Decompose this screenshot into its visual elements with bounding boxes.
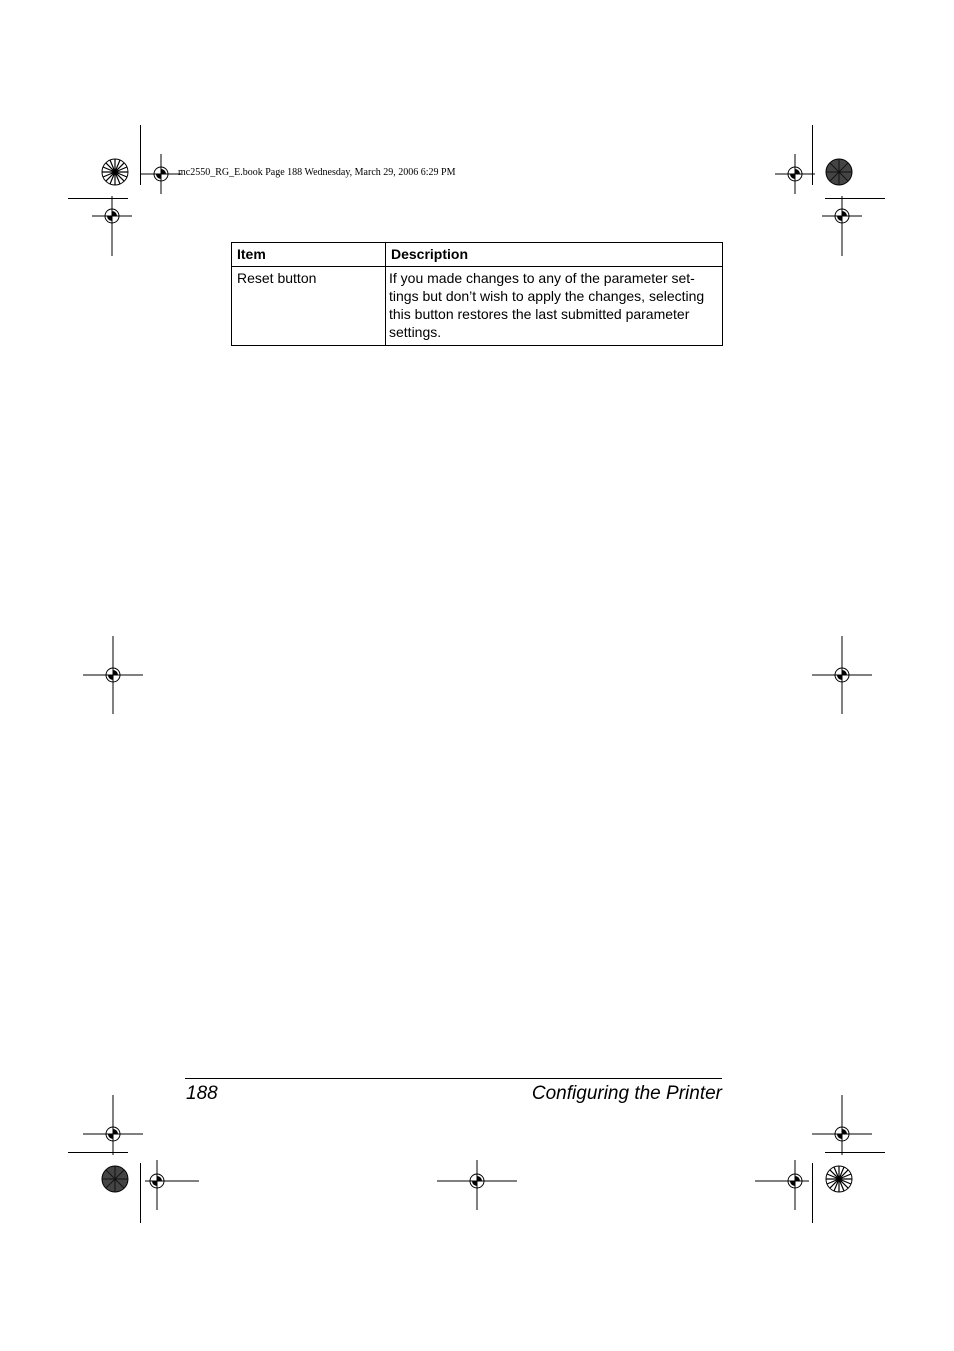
crop-mark — [812, 1163, 813, 1223]
registration-wheel-icon — [101, 1165, 129, 1193]
registration-wheel-icon — [825, 158, 853, 186]
registration-mark-icon — [145, 1160, 199, 1210]
registration-mark-icon — [822, 196, 862, 256]
item-cell: Reset button — [232, 267, 386, 346]
description-cell: If you made changes to any of the parameter set- tings but don’t wish to apply the changes, selecting this button restores the last submitted parameter settings. — [386, 267, 723, 346]
registration-mark-icon — [812, 636, 872, 714]
print-slug: mc2550_RG_E.book Page 188 Wednesday, March 29, 2006 6:29 PM — [178, 167, 456, 178]
footer-rule — [185, 1078, 722, 1079]
registration-mark-icon — [775, 154, 815, 194]
registration-mark-icon — [83, 636, 143, 714]
page-number: 188 — [186, 1083, 218, 1104]
registration-mark-icon — [755, 1160, 809, 1210]
column-header-description: Description — [386, 243, 723, 267]
table-header-row — [232, 243, 723, 267]
registration-wheel-icon — [101, 158, 129, 186]
registration-wheel-icon — [825, 1165, 853, 1193]
crop-mark — [140, 1163, 141, 1223]
parameter-table — [231, 242, 723, 346]
registration-mark-icon — [92, 196, 132, 256]
registration-mark-icon — [141, 154, 181, 194]
registration-mark-icon — [83, 1095, 143, 1155]
registration-mark-icon — [812, 1095, 872, 1155]
table-row — [232, 267, 723, 346]
column-header-item: Item — [232, 243, 386, 267]
footer-section-title: Configuring the Printer — [531, 1083, 722, 1104]
registration-mark-icon — [437, 1160, 517, 1210]
